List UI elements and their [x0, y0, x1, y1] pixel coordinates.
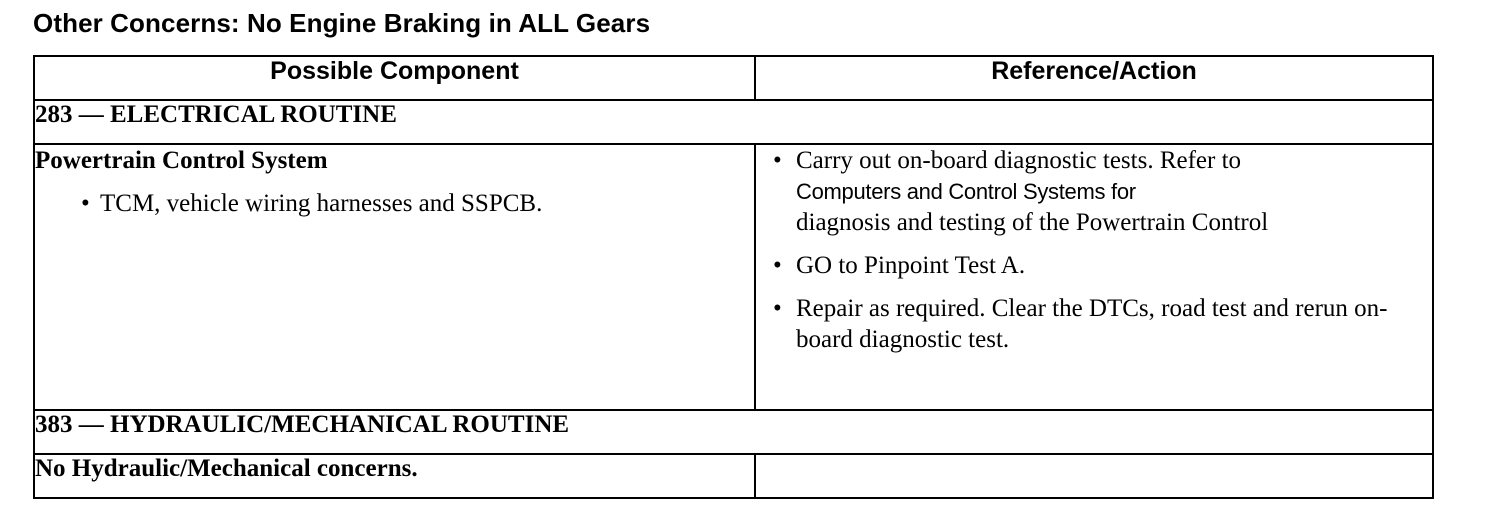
reference-suffix: for [1105, 179, 1136, 204]
action-text-continued: diagnosis and testing of the Powertrain Control [796, 209, 1269, 236]
bullet-icon: • [773, 147, 782, 174]
action-item-2 [756, 250, 1432, 281]
section-heading-hydraulic-routine: 383 — HYDRAULIC/MECHANICAL ROUTINE [34, 410, 1433, 454]
bullet-icon: • [773, 295, 782, 322]
column-header-reference-action: Reference/Action [755, 56, 1433, 100]
bullet-icon: • [773, 252, 782, 279]
component-title: Powertrain Control System [35, 147, 328, 174]
section-row-electrical [34, 100, 1433, 144]
component-cell [34, 144, 755, 410]
action-cell [755, 144, 1433, 410]
action-text: Carry out on-board diagnostic tests. Refer to [796, 147, 1242, 174]
action-text: GO to Pinpoint Test A. [796, 252, 1026, 279]
table-row-powertrain [34, 144, 1433, 410]
bullet-icon: • [81, 190, 90, 217]
reference-link[interactable]: Computers and Control Systems [796, 179, 1106, 204]
column-header-possible-component: Possible Component [34, 56, 755, 100]
page-title: Other Concerns: No Engine Braking in ALL Gears [33, 8, 651, 38]
action-item-3 [756, 293, 1432, 355]
component-cell: No Hydraulic/Mechanical concerns. [34, 454, 755, 498]
component-item-text: TCM, vehicle wiring harnesses and SSPCB. [100, 190, 543, 217]
action-text: Repair as required. Clear the DTCs, road test and rerun on-board diagnostic test. [796, 295, 1388, 353]
component-item [35, 188, 754, 220]
table-header-row [34, 56, 1433, 100]
component-list [35, 188, 754, 220]
action-list [756, 145, 1432, 355]
action-cell [755, 454, 1433, 498]
section-row-hydraulic [34, 410, 1433, 454]
action-item-1 [756, 145, 1432, 238]
diagnostic-table [33, 55, 1434, 499]
section-heading-electrical-routine: 283 — ELECTRICAL ROUTINE [34, 100, 1433, 144]
table-row-hydraulic [34, 454, 1433, 498]
